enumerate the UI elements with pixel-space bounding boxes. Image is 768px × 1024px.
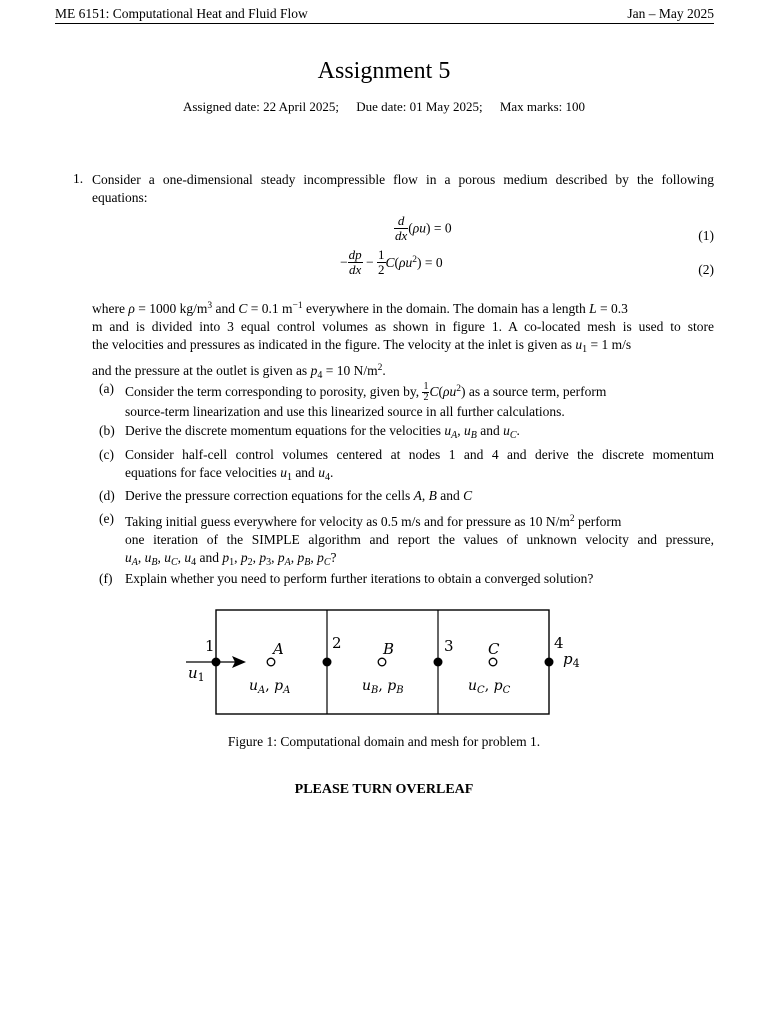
face-node-3 [434,658,443,667]
part-b-text: Derive the discrete momentum equations for the velocities [125,423,445,438]
part-e-text-2: perform [574,514,622,529]
cell-label-b: B [383,640,395,658]
text-length-value: = 0.3 [596,301,628,316]
figure-caption: Figure 1: Computational domain and mesh for problem 1. [227,734,541,749]
part-a-label: (a) [99,381,114,396]
max-marks: Max marks: 100 [499,99,586,114]
face-node-4 [545,658,554,667]
outlet-pressure-label: $p_4$ [563,650,580,670]
derivative-fraction: $\frac{d}{dx}$ [395,213,408,243]
equation-1: $\frac{d}{dx}$ (ρu) = 0 [395,213,452,243]
part-e-variables: $u_A$, $u_B$, $u_C$, $u_4$ and $p_1$, $p_2$, $p_3$, $p_A$, $p_B$, $p_C$? [125,550,337,568]
face-node-2 [323,658,332,667]
text-outlet-value: = 10 N/m [322,363,378,378]
course-title: ME 6151: Computational Heat and Fluid Flow [55,6,308,21]
part-a-text-2: as a source term, perform [465,384,607,399]
due-date: Due date: 01 May 2025; [356,99,483,114]
equation-1-number: (1) [698,228,714,243]
problem-description: where ρ = 1000 $kg/m^3$ and C = 0.1 $m^{-1}$ everywhere in the domain. The domain has a length L = 0.3 m and is divided into 3 equal control volumes as shown in figure 1. A co-located mesh is used to store the velocities and pressures as indicated in the figure. The velocity at the inlet is given as $u_1 = 1$ m/s and the pressure at the outlet is given as $p_4 = 10$ $N/m^2$. [92,297,714,385]
text-where: where [92,301,125,316]
text-density: = 1000 kg/m [134,301,208,316]
term: Jan – May 2025 [627,6,714,21]
equation-2: − $\frac{dp}{dx}$ − $\frac{1}{2}$ $C(\rho u^2) = 0$ [340,247,443,277]
pressure-gradient-fraction: $\frac{dp}{dx}$ [348,247,362,277]
cell-vars-c: $u_C$, $p_C$ [468,678,511,696]
equation-2-number: (2) [698,262,714,277]
page-title: Assignment 5 [317,58,451,84]
text-inlet-value: = 1 m/s [587,337,632,352]
text-porosity: = 0.1 m [247,301,293,316]
intro-line-2: equations: [92,190,148,205]
text-inlet: the velocities and pressures as indicated in the figure. The velocity at the inlet is given as [92,337,576,352]
text-and: and [212,301,239,316]
cell-center-b [378,658,386,666]
turn-overleaf-note: PLEASE TURN OVERLEAF [294,782,474,797]
part-c-label: (c) [99,447,114,462]
intro-line-1: Consider a one-dimensional steady incompressible flow in a porous medium described by the following [92,172,714,187]
part-d-text: Derive the pressure correction equations for the cells [125,488,414,503]
half-fraction: $\frac{1}{2}$ [378,247,385,277]
part-e-text-1: Taking initial guess everywhere for velocity as 0.5 m/s and for pressure as 10 N/m [125,514,570,529]
inlet-velocity-label: $u_1$ [188,664,205,684]
node-label-2: 2 [332,634,342,652]
question-number: 1. [73,171,84,186]
assigned-date: Assigned date: 22 April 2025; [182,99,339,114]
description-line-4: and the pressure at the outlet is given as $p_4 = 10$ $N/m^2$. [92,363,386,381]
part-e-text-3: one iteration of the SIMPLE algorithm and report the values of unknown velocity and pressure, [125,532,714,547]
part-a-text-3: source-term linearization and use this linearized source in all further calculations. [125,404,565,420]
cell-vars-a: $u_A$, $p_A$ [249,678,291,696]
face-node-1 [212,658,221,667]
part-e-label: (e) [99,511,114,526]
text-outlet: and the pressure at the outlet is given as [92,363,311,378]
cell-label-a: A [273,640,284,658]
cell-center-c [489,658,497,666]
cell-label-c: C [488,640,500,658]
part-f-label: (f) [99,571,113,586]
description-line-2: m and is divided into 3 equal control volumes as shown in figure 1. A co-located mesh is used to store [92,319,714,334]
node-label-1: 1 [205,637,215,655]
part-c-text-2: equations for face velocities [125,465,281,480]
cell-vars-b: $u_B$, $p_B$ [362,678,404,696]
part-b-label: (b) [99,423,115,438]
part-a-text-1: Consider the term corresponding to porosity, given by, [125,384,423,399]
cell-center-a [267,658,275,666]
description-line-3: the velocities and pressures as indicated in the figure. The velocity at the inlet is given as $u_1 = 1$ m/s [92,337,632,355]
text-domain-length: everywhere in the domain. The domain has a length [302,301,590,316]
node-label-3: 3 [444,637,454,655]
part-f-text: Explain whether you need to perform further iterations to obtain a converged solution? [125,571,594,586]
node-label-4: 4 [554,634,564,652]
part-d-label: (d) [99,488,115,503]
part-c-text-1: Consider half-cell control volumes centered at nodes 1 and 4 and derive the discrete momentum [125,447,714,462]
